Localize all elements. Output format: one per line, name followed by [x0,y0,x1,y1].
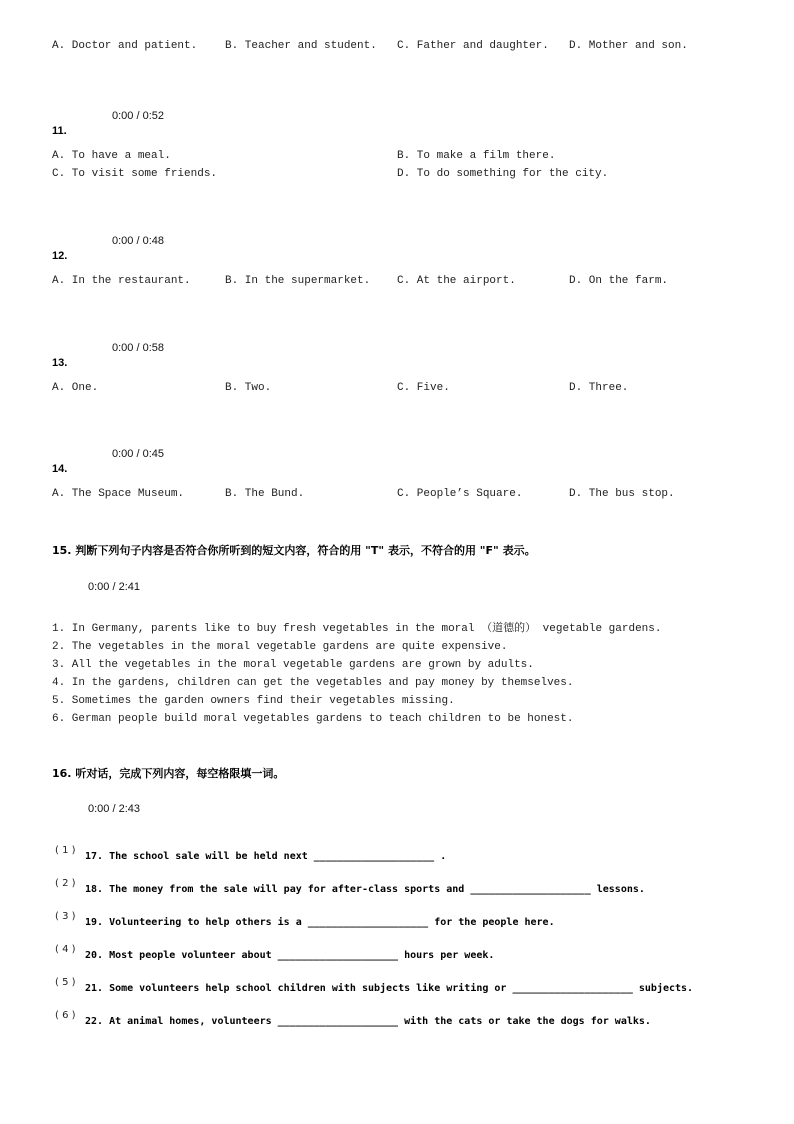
q16-item-6-text: 22. At animal homes, volunteers ____________________ with the cats or take the dogs for walks. [85,1016,651,1027]
q15-statement: 2. The vegetables in the moral vegetable gardens are quite expensive. [52,641,508,653]
q14-option-b: B. The Bund. [225,488,305,500]
q11-number: 11. [52,125,67,137]
q14-option-d: D. The bus stop. [569,488,675,500]
q14-option-a: A. The Space Museum. [52,488,185,500]
q15-statement: 3. All the vegetables in the moral vegetable gardens are grown by adults. [52,659,534,671]
q11-option-b: B. To make a film there. [397,150,556,162]
q15-statement: 5. Sometimes the garden owners find their vegetables missing. [52,695,455,707]
q16-instruction: 16. 听对话，完成下列内容，每空格限填一词。 [52,767,285,780]
q16-item-5-text: 21. Some volunteers help school children with subjects like writing or ____________________ subjects. [85,983,694,994]
q11-audio-timer[interactable]: 0:00 / 0:52 [112,110,164,122]
q16-item-5-paren: ( 5 ) [55,977,76,988]
q12-option-c: C. At the airport. [397,275,516,287]
q14-audio-timer[interactable]: 0:00 / 0:45 [112,448,164,460]
q10-option-d: D. Mother and son. [569,40,688,52]
q10-option-a: A. Doctor and patient. [52,40,198,52]
q11-option-d: D. To do something for the city. [397,168,609,180]
q16-item-2-paren: ( 2 ) [55,878,76,889]
q13-option-a: A. One. [52,382,99,394]
q16-item-3-paren: ( 3 ) [55,911,76,922]
q16-audio-timer[interactable]: 0:00 / 2:43 [88,803,140,815]
q16-item-1-text: 17. The school sale will be held next ____________________ . [85,851,447,862]
q16-item-6-paren: ( 6 ) [55,1010,76,1021]
q11-option-c: C. To visit some friends. [52,168,218,180]
q16-item-4-paren: ( 4 ) [55,944,76,955]
q13-audio-timer[interactable]: 0:00 / 0:58 [112,342,164,354]
q15-statement-list [52,620,662,728]
q13-option-b: B. Two. [225,382,272,394]
q12-option-d: D. On the farm. [569,275,669,287]
q15-statement: 4. In the gardens, children can get the vegetables and pay money by themselves. [52,677,574,689]
q12-option-a: A. In the restaurant. [52,275,191,287]
q16-item-3-text: 19. Volunteering to help others is a ____________________ for the people here. [85,917,555,928]
q10-option-b: B. Teacher and student. [225,40,377,52]
q10-option-c: C. Father and daughter. [397,40,549,52]
q11-option-a: A. To have a meal. [52,150,171,162]
q12-number: 12. [52,250,68,262]
q14-option-c: C. People’s Square. [397,488,523,500]
q13-option-d: D. Three. [569,382,629,394]
q15-statement: 1. In Germany, parents like to buy fresh vegetables in the moral （道德的） vegetable gardens. [52,623,662,635]
q14-number: 14. [52,463,68,475]
q16-item-2-text: 18. The money from the sale will pay for after-class sports and ____________________ lessons. [85,884,645,895]
q15-audio-timer[interactable]: 0:00 / 2:41 [88,581,140,593]
q16-item-1-paren: ( 1 ) [55,845,76,856]
q13-number: 13. [52,357,68,369]
q16-item-4-text: 20. Most people volunteer about ____________________ hours per week. [85,950,495,961]
q13-option-c: C. Five. [397,382,450,394]
q12-option-b: B. In the supermarket. [225,275,371,287]
q12-audio-timer[interactable]: 0:00 / 0:48 [112,235,164,247]
q15-statement: 6. German people build moral vegetables gardens to teach children to be honest. [52,713,574,725]
q15-instruction: 15. 判断下列句子内容是否符合你所听到的短文内容，符合的用 "T" 表示，不符合的用 "F" 表示。 [52,544,536,557]
